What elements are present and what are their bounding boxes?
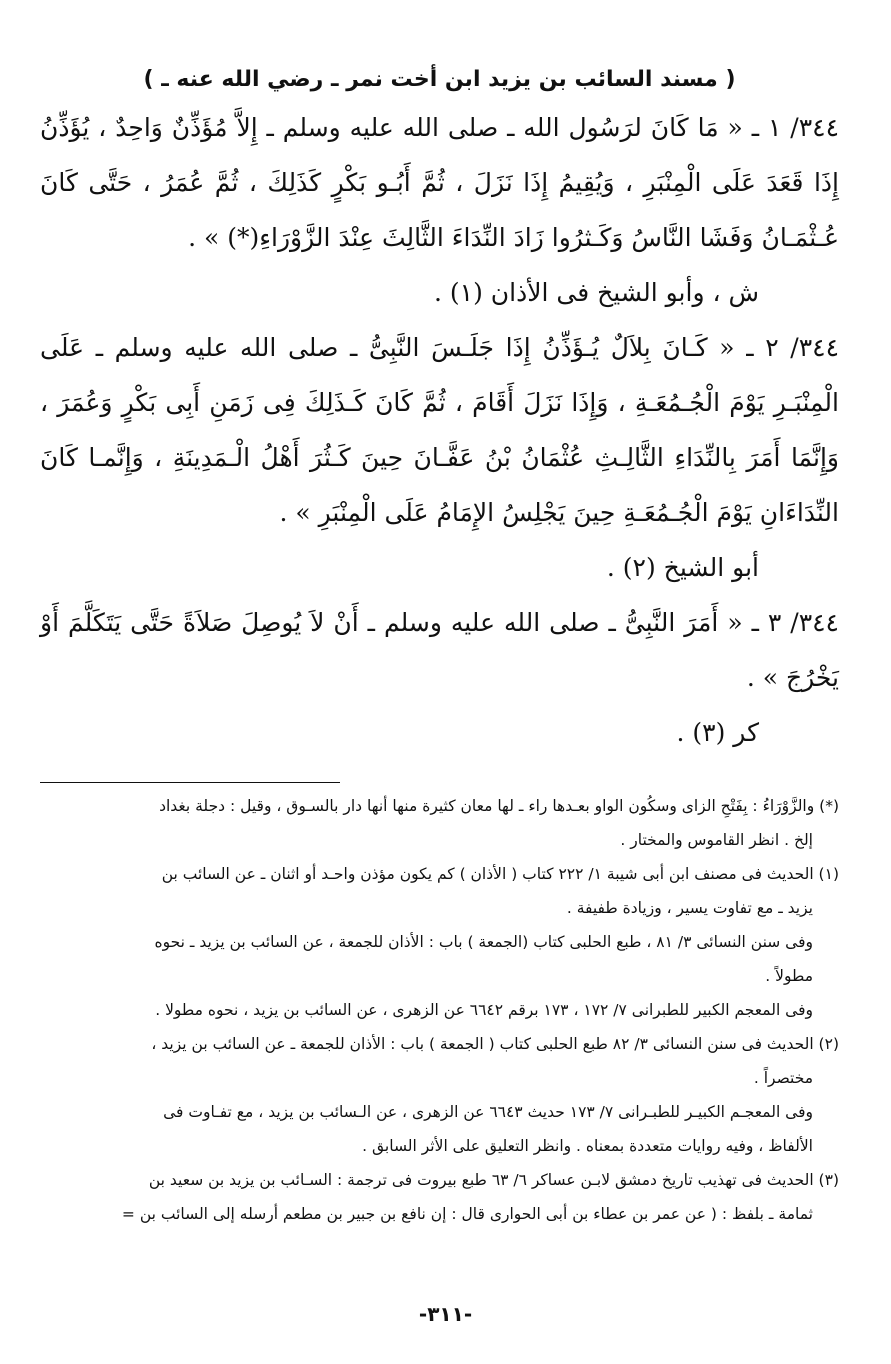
main-text bbox=[40, 100, 839, 760]
footnote-1-c: وفى المعجم الكبير للطبرانى ٧/ ١٧٢ ، ١٧٣ برقم ٦٦٤٢ عن الزهرى ، عن السائب بن يزيد ، نحوه مطولا . bbox=[155, 1001, 813, 1019]
footnotes bbox=[40, 789, 839, 1231]
hadith-2: ٣٤٤/ ٢ ـ « كَـانَ بِلاَلٌ يُـؤَذِّنُ إِذَا جَلَـسَ النَّبِىُّ ـ صلى الله عليه وسلم ـ عَلَى الْمِنْبَـرِ يَوْمَ الْجُـمُعَـةِ ، وَإِذَا نَزَلَ أَقَامَ ، ثُمَّ كَانَ كَـذَلِكَ فِى زَمَنِ أَبِى بَكْرٍ وَعُمَرَ ، وَإِنَّمَا أَمَرَ بِالنِّدَاءِ الثَّالِـثِ عُثْمَانُ بْنُ عَفَّـانَ حِينَ كَـثُرَ أَهْلُ الْـمَدِينَةِ ، وَإِنَّمـا كَانَ النِّدَاءَانِ يَوْمَ الْجُـمُعَـةِ حِينَ يَجْلِسُ الإِمَامُ عَلَى الْمِنْبَرِ » . bbox=[40, 333, 840, 527]
source-2: أبو الشيخ (٢) . bbox=[606, 553, 759, 582]
footnote-2-b-cont: الألفاظ ، وفيه روايات متعددة بمعناه . وانظر التعليق على الأثر السابق . bbox=[362, 1137, 813, 1155]
footnote-3-cont: ثمامة ـ بلفظ : ( عن عمر بن عطاء بن أبى الحوارى قال : إن نافع بن جبير بن مطعم أرسله إلى السائب بن = bbox=[121, 1205, 813, 1223]
hadith-1: ٣٤٤/ ١ ـ « مَا كَانَ لرَسُول الله ـ صلى الله عليه وسلم ـ إِلاَّ مُؤَذِّنٌ وَاحِدٌ ، يُؤَذِّنُ إِذَا قَعَدَ عَلَى الْمِنْبَرِ ، وَيُقِيمُ إِذَا نَزَلَ ، ثُمَّ أَبُـو بَكْرٍ كَذَلِكَ ، ثُمَّ عُمَرُ ، حَتَّى كَانَ عُـثْمَـانُ وَفَشَا النَّاسُ وَكَـثرُوا زَادَ النِّدَاءَ الثَّالِثَ عِنْدَ الزَّوْرَاءِ(*) » . bbox=[40, 113, 840, 252]
footnote-1-b-cont: مطولاً . bbox=[765, 967, 813, 985]
page-title: ( مسند السائب بن يزيد ابن أخت نمر ـ رضي الله عنه ـ ) bbox=[143, 67, 736, 92]
source-1: ش ، وأبو الشيخ فى الأذان (١) . bbox=[434, 278, 759, 307]
page-number: -٣١١- bbox=[418, 1302, 473, 1326]
footnote-1-b: وفى سنن النسائى ٣/ ٨١ ، طبع الحلبى كتاب (الجمعة ) باب : الأذان للجمعة ، عن السائب بن يزيد ـ نحوه bbox=[154, 933, 813, 951]
footnote-star: (*) والزَّوْرَاءُ : بِفَتْحِ الزاى وسكُون الواو بعـدها راء ـ لها معان كثيرة منها أنها دار بالسـوق ، وقيل : دجلة بغداد bbox=[159, 797, 839, 815]
source-3: كر (٣) . bbox=[676, 718, 759, 747]
footnote-star-cont: إلخ . انظر القاموس والمختار . bbox=[620, 831, 813, 849]
page bbox=[40, 60, 839, 1364]
hadith-3: ٣٤٤/ ٣ ـ « أَمَرَ النَّبِىُّ ـ صلى الله عليه وسلم ـ أَنْ لاَ يُوصِلَ صَلاَةً حَتَّى يَتَكَلَّمَ أَوْ يَخْرُجَ » . bbox=[40, 608, 839, 692]
footnote-2-cont: مختصراً . bbox=[753, 1069, 813, 1087]
footnote-1-cont: يزيد ـ مع تفاوت يسير ، وزيادة طفيفة . bbox=[566, 899, 813, 917]
footnote-3: (٣) الحديث فى تهذيب تاريخ دمشق لابـن عساكر ٦/ ٦٣ طبع بيروت فى ترجمة : السـائب بن يزيد بن سعيد بن bbox=[148, 1171, 839, 1189]
footnote-2-b: وفى المعجـم الكبيـر للطبـرانى ٧/ ١٧٣ حديث ٦٦٤٣ عن الزهرى ، عن الـسائب بن يزيد ، مع تفـاوت فى bbox=[163, 1103, 813, 1121]
footnote-2: (٢) الحديث فى سنن النسائى ٣/ ٨٢ طبع الحلبى كتاب ( الجمعة ) باب : الأذان للجمعة ـ عن السائب بن يزيد ، bbox=[151, 1035, 839, 1053]
footnote-1: (١) الحديث فى مصنف ابن أبى شيبة ١/ ٢٢٢ كتاب ( الأذان ) كم يكون مؤذن واحـد أو اثنان ـ عن السائب بن bbox=[161, 865, 839, 883]
footnote-divider bbox=[40, 782, 340, 783]
